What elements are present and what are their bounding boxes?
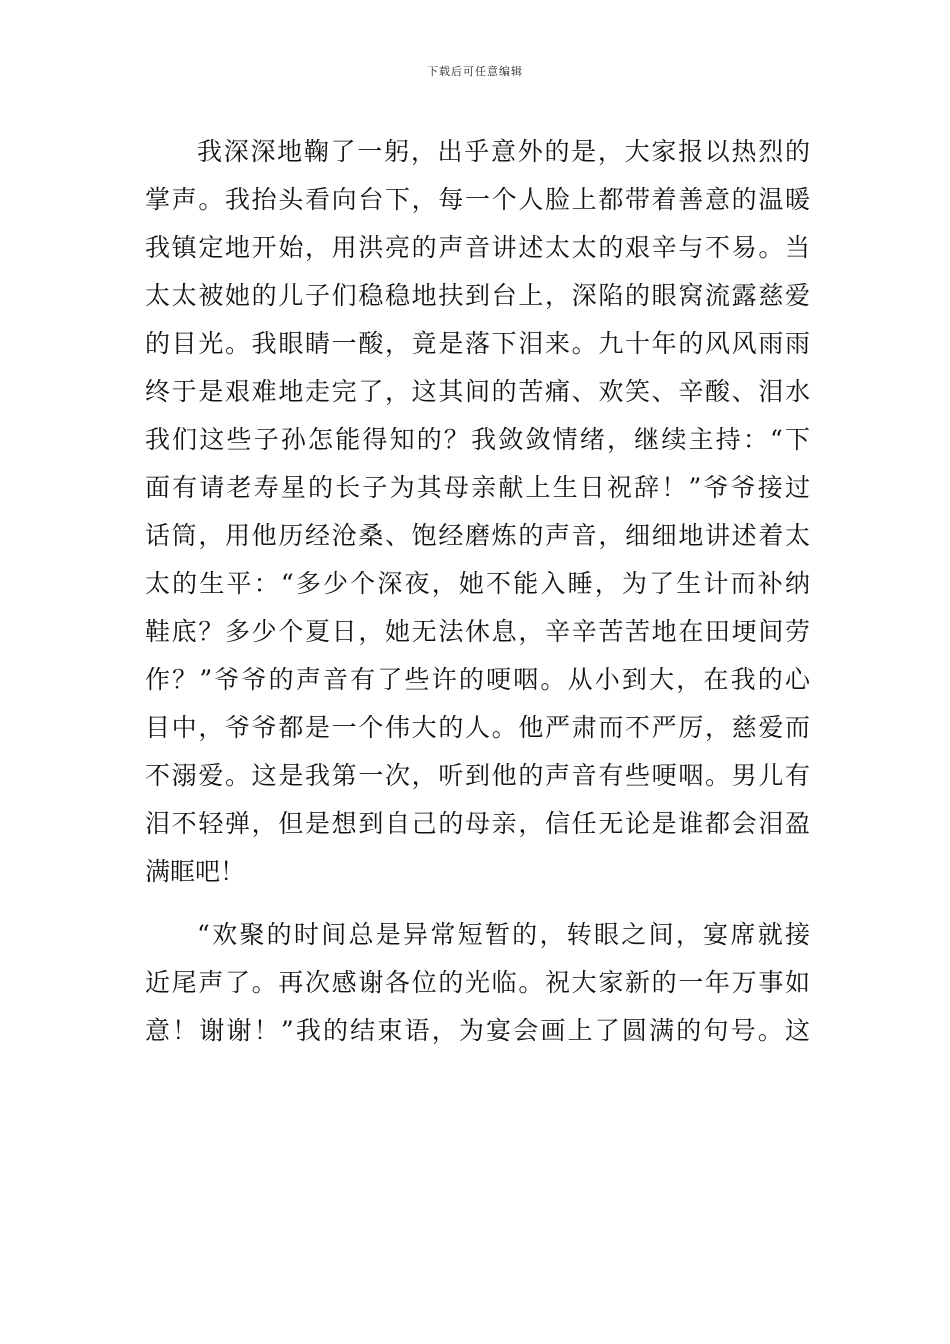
document-body xyxy=(145,128,810,1055)
text-line: 泪不轻弹，但是想到自己的母亲，信任无论是谁都会泪盈 xyxy=(145,809,810,838)
paragraph-spacer xyxy=(145,896,810,911)
text-line: 我深深地鞠了一躬，出乎意外的是，大家报以热烈的 xyxy=(197,137,810,166)
text-line: 满眶吧！ xyxy=(145,857,246,886)
text-line: 话筒，用他历经沧桑、饱经磨炼的声音，细细地讲述着太 xyxy=(145,521,810,550)
text-line: 终于是艰难地走完了，这其间的苦痛、欢笑、辛酸、泪水 xyxy=(145,377,810,406)
text-line: “欢聚的时间总是异常短暂的，转眼之间，宴席就接 xyxy=(197,920,810,949)
text-line: 作？”爷爷的声音有了些许的哽咽。从小到大，在我的心 xyxy=(145,665,810,694)
paragraph-2 xyxy=(145,911,810,1055)
text-line: 我们这些子孙怎能得知的？我敛敛情绪，继续主持：“下 xyxy=(145,425,810,454)
text-line: 目中，爷爷都是一个伟大的人。他严肃而不严厉，慈爱而 xyxy=(145,713,810,742)
paragraph-1 xyxy=(145,128,810,896)
text-line: 的目光。我眼睛一酸，竟是落下泪来。九十年的风风雨雨 xyxy=(145,329,810,358)
text-line: 太的生平：“多少个深夜，她不能入睡，为了生计而补纳 xyxy=(145,569,810,598)
page-header: 下载后可任意编辑 xyxy=(427,65,523,78)
text-line: 太太被她的儿子们稳稳地扶到台上，深陷的眼窝流露慈爱 xyxy=(145,281,810,310)
text-line: 面有请老寿星的长子为其母亲献上生日祝辞！”爷爷接过 xyxy=(145,473,810,502)
text-line: 近尾声了。再次感谢各位的光临。祝大家新的一年万事如 xyxy=(145,968,810,997)
text-line: 鞋底？多少个夏日，她无法休息，辛辛苦苦地在田埂间劳 xyxy=(145,617,810,646)
text-line: 意！谢谢！”我的结束语，为宴会画上了圆满的句号。这 xyxy=(145,1016,810,1045)
text-line: 掌声。我抬头看向台下，每一个人脸上都带着善意的温暖 xyxy=(145,185,810,214)
text-line: 我镇定地开始，用洪亮的声音讲述太太的艰辛与不易。当 xyxy=(145,233,810,262)
text-line: 不溺爱。这是我第一次，听到他的声音有些哽咽。男儿有 xyxy=(145,761,810,790)
